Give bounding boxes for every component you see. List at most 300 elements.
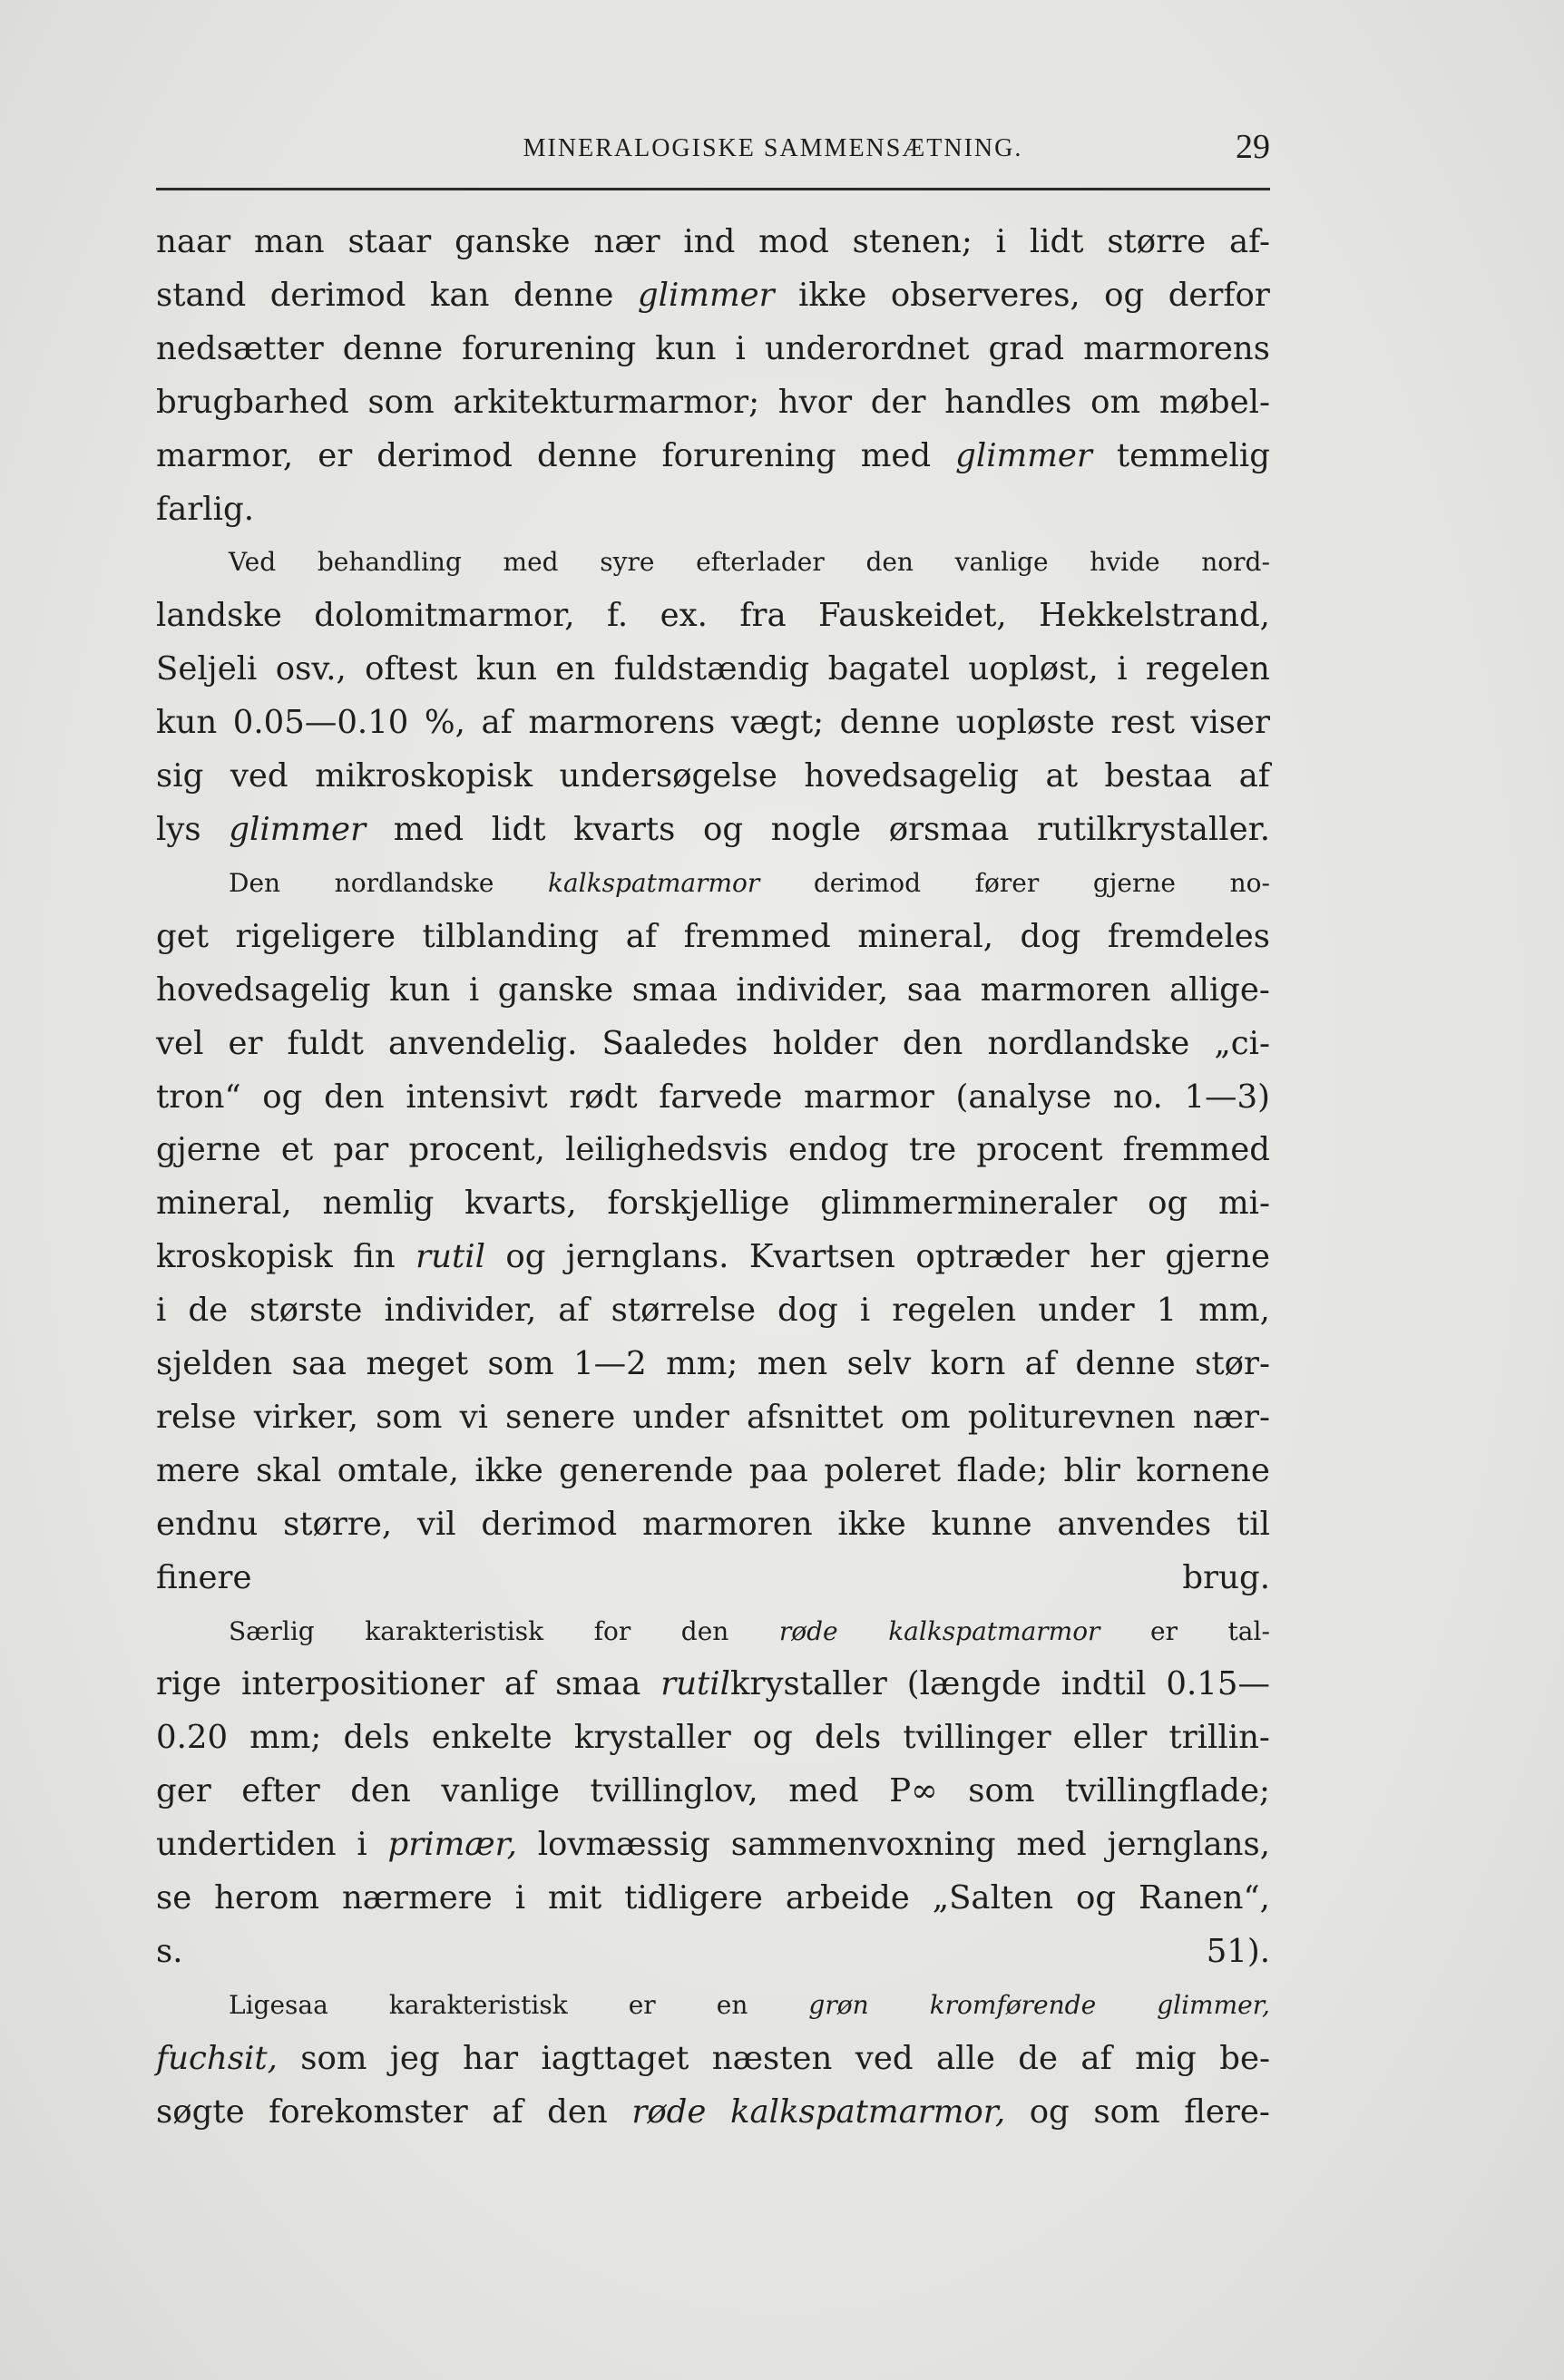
word: nær xyxy=(593,223,660,260)
word: virker, xyxy=(253,1398,358,1436)
word: vanlige xyxy=(954,547,1049,578)
word: behandling xyxy=(317,547,462,578)
word: af xyxy=(1080,2039,1112,2077)
word: herom xyxy=(214,1879,320,1917)
word: dels xyxy=(343,1719,410,1757)
word: syre xyxy=(600,547,655,578)
word: arbeide xyxy=(785,1879,910,1917)
word: viser xyxy=(1190,704,1270,742)
word: krystaller xyxy=(573,1719,731,1757)
word: de xyxy=(1018,2039,1058,2077)
word: kun xyxy=(475,650,538,688)
text-line xyxy=(156,911,1270,964)
word: forurening xyxy=(661,436,836,474)
word: i xyxy=(859,1292,871,1330)
word: sjelden xyxy=(156,1345,273,1383)
word: kun xyxy=(389,971,451,1009)
text-line xyxy=(156,643,1270,697)
word: ex. xyxy=(660,597,708,635)
word: rige xyxy=(156,1665,222,1703)
word: til xyxy=(1237,1505,1270,1543)
text-line xyxy=(156,1552,1270,1605)
word: fremdeles xyxy=(1107,917,1270,955)
word: ikke xyxy=(474,1451,543,1489)
word: den xyxy=(865,547,914,578)
word: holder xyxy=(772,1024,878,1062)
word: handles xyxy=(944,383,1072,421)
word: af- xyxy=(1228,223,1270,260)
word: fuldt xyxy=(287,1024,364,1062)
word: bagatel xyxy=(827,650,951,688)
word: fuldstændig xyxy=(613,650,810,688)
word: mere xyxy=(156,1451,240,1489)
word: nemlig xyxy=(322,1185,435,1223)
word: bestaa xyxy=(1104,757,1213,795)
word: forekomster xyxy=(269,2092,468,2131)
word: get xyxy=(156,917,209,955)
word: af xyxy=(492,2092,523,2131)
word: næsten xyxy=(711,2039,833,2077)
word: mineral, xyxy=(156,1185,292,1223)
word: glimmer xyxy=(637,276,775,314)
text-line xyxy=(156,1445,1270,1498)
word: nord- xyxy=(1201,547,1270,578)
word: Ved xyxy=(229,547,277,578)
word: meget xyxy=(366,1345,469,1383)
word: hvide xyxy=(1090,547,1160,578)
word: dog xyxy=(1020,917,1081,955)
text-line xyxy=(156,536,1270,590)
word: P∞ xyxy=(889,1772,938,1810)
word: jernglans, xyxy=(1107,1826,1270,1864)
word: gjerne xyxy=(1092,867,1176,898)
word: mi- xyxy=(1217,1185,1270,1223)
word: hovedsagelig xyxy=(804,757,1019,795)
word: politurevnen xyxy=(967,1398,1176,1436)
word: karakteristisk xyxy=(365,1615,544,1646)
word: om xyxy=(1090,383,1141,421)
word: glimmer xyxy=(955,436,1092,474)
word: lidt xyxy=(1029,223,1084,260)
word: rutil xyxy=(415,1238,485,1276)
text-line xyxy=(156,590,1270,643)
word: mikroskopisk xyxy=(315,757,533,795)
word: og xyxy=(505,1238,546,1276)
word: smaa xyxy=(555,1665,641,1703)
word: Ranen“, xyxy=(1139,1879,1270,1917)
word: osv., xyxy=(275,650,347,688)
word: kvarts, xyxy=(464,1185,577,1223)
word: Den xyxy=(229,867,281,898)
word: Ligesaa xyxy=(229,1989,328,2020)
text-line xyxy=(156,2086,1270,2140)
word: hvor xyxy=(777,383,853,421)
word: efter xyxy=(241,1772,320,1810)
word: landske xyxy=(156,597,282,635)
word: større xyxy=(1107,223,1207,260)
word: i xyxy=(995,223,1007,260)
word: vanlige xyxy=(441,1772,560,1810)
word: 1 xyxy=(1156,1292,1178,1330)
word: med xyxy=(503,547,559,578)
word: som xyxy=(376,1398,443,1436)
header-rule xyxy=(156,188,1270,190)
word: og xyxy=(702,810,744,848)
word: vil xyxy=(416,1505,456,1543)
text-line xyxy=(156,2033,1270,2086)
word: er xyxy=(318,436,353,474)
word: den xyxy=(324,1078,385,1116)
word: procent, xyxy=(408,1131,545,1169)
word: glimmer xyxy=(229,810,367,848)
word: at xyxy=(1045,757,1078,795)
word: har xyxy=(463,2039,519,2077)
word: denne xyxy=(537,436,638,474)
word: dels xyxy=(814,1719,882,1757)
word: marmorens xyxy=(528,704,716,742)
word: be- xyxy=(1219,2039,1270,2077)
word: er xyxy=(228,1024,263,1062)
word: korn xyxy=(930,1345,1006,1383)
text-line xyxy=(156,1712,1270,1765)
word: naar xyxy=(156,223,231,260)
word: og xyxy=(1104,276,1145,314)
word: ganske xyxy=(455,223,571,260)
text-line xyxy=(156,323,1270,376)
word: i xyxy=(514,1879,526,1917)
word: som xyxy=(300,2039,367,2077)
text-line xyxy=(156,857,1270,911)
word: af xyxy=(1238,757,1270,795)
word: ikke xyxy=(837,1505,906,1543)
word: i xyxy=(1117,650,1128,688)
text-line xyxy=(156,1658,1270,1712)
word: sammenvoxning xyxy=(730,1826,996,1864)
word: af xyxy=(481,704,513,742)
word: paa xyxy=(748,1451,808,1489)
word: rutilkrystaller. xyxy=(1036,810,1271,848)
word: finere xyxy=(156,1558,252,1596)
word: flade; xyxy=(956,1451,1048,1489)
word: enkelte xyxy=(431,1719,552,1757)
text-line xyxy=(156,1498,1270,1552)
word: denne xyxy=(342,329,444,367)
word: stand xyxy=(156,276,247,314)
word: leilighedsvis xyxy=(565,1131,768,1169)
word: kan xyxy=(429,276,490,314)
word: ind xyxy=(683,223,736,260)
word: et xyxy=(280,1131,314,1169)
word: som xyxy=(487,1345,554,1383)
word: vel xyxy=(156,1024,204,1062)
word: iagttaget xyxy=(541,2039,689,2077)
word: fører xyxy=(974,867,1040,898)
word: forskjellige xyxy=(607,1185,790,1223)
word: den xyxy=(350,1772,411,1810)
word: nordlandske xyxy=(334,867,494,898)
word: i xyxy=(357,1826,367,1864)
word: nogle xyxy=(770,810,862,848)
word: farlig. xyxy=(156,490,254,528)
word: af xyxy=(558,1292,590,1330)
word: endnu xyxy=(156,1505,259,1543)
text-line xyxy=(156,216,1270,269)
word: marmor xyxy=(804,1078,934,1116)
word: med xyxy=(1016,1826,1087,1864)
word: nordlandske xyxy=(987,1024,1190,1062)
running-title: MINERALOGISKE SAMMENSÆTNING. xyxy=(523,134,1023,162)
text-line xyxy=(156,1765,1270,1819)
word: f. xyxy=(607,597,629,635)
word: derimod xyxy=(813,867,922,898)
word: glimmer, xyxy=(1157,1989,1270,2020)
word: er xyxy=(628,1989,656,2020)
word: s. xyxy=(156,1933,183,1970)
word: 51). xyxy=(1206,1933,1270,1970)
word: rest xyxy=(1110,704,1175,742)
word: no. xyxy=(1112,1078,1163,1116)
word: stør- xyxy=(1195,1345,1270,1383)
word: no- xyxy=(1229,867,1270,898)
word: saa xyxy=(906,971,963,1009)
word: primær, xyxy=(387,1826,517,1864)
word: kalkspatmarmor xyxy=(888,1615,1100,1646)
word: stenen; xyxy=(852,223,973,260)
word: af xyxy=(1024,1345,1056,1383)
word: endog xyxy=(787,1131,889,1169)
word: lidt xyxy=(491,810,546,848)
word: som xyxy=(968,1772,1035,1810)
word: (analyse xyxy=(955,1078,1092,1116)
text-line xyxy=(156,1819,1270,1872)
word: største xyxy=(249,1292,363,1330)
word: marmor, xyxy=(156,436,294,474)
word: gjerne xyxy=(156,1131,261,1169)
word: af xyxy=(625,917,658,955)
word: Fauskeidet, xyxy=(818,597,1007,635)
word: Kvartsen xyxy=(748,1238,895,1276)
word: marmoren xyxy=(980,971,1151,1009)
word: ger xyxy=(156,1772,211,1810)
text-line xyxy=(156,697,1270,750)
word: kun xyxy=(156,704,218,742)
word: Seljeli xyxy=(156,650,258,688)
word: farvede xyxy=(659,1078,783,1116)
word: i xyxy=(156,1292,167,1330)
word: ganske xyxy=(497,971,614,1009)
word: interpositioner xyxy=(240,1665,484,1703)
word: omtale, xyxy=(337,1451,459,1489)
word: fin xyxy=(353,1238,396,1276)
word: rigeligere xyxy=(235,917,396,955)
word: procent xyxy=(976,1131,1103,1169)
word: poleret xyxy=(824,1451,942,1489)
body-text xyxy=(156,216,1270,2140)
word: og xyxy=(262,1078,303,1116)
word: hovedsagelig xyxy=(156,971,371,1009)
word: 1—3) xyxy=(1184,1078,1270,1116)
word: tal- xyxy=(1227,1615,1270,1646)
text-line xyxy=(156,804,1270,857)
word: derimod xyxy=(481,1505,618,1543)
word: røde xyxy=(778,1615,838,1646)
word: rødt xyxy=(569,1078,638,1116)
word: individer, xyxy=(736,971,889,1009)
word: saa xyxy=(291,1345,347,1383)
word: under xyxy=(1038,1292,1135,1330)
word: er xyxy=(1150,1615,1178,1646)
word: tvillinger xyxy=(903,1719,1051,1757)
word: størrelse xyxy=(611,1292,756,1330)
word: afsnittet xyxy=(746,1398,884,1436)
word: mm, xyxy=(1198,1292,1270,1330)
word: og xyxy=(1076,1879,1117,1917)
word: skal xyxy=(256,1451,322,1489)
word: alle xyxy=(935,2039,995,2077)
word: tilblanding xyxy=(422,917,600,955)
word: nær- xyxy=(1192,1398,1270,1436)
word: kun xyxy=(655,329,717,367)
word: tvillinglov, xyxy=(590,1772,758,1810)
word: marmoren xyxy=(641,1505,813,1543)
word: gjerne xyxy=(1165,1238,1270,1276)
word: senere xyxy=(505,1398,616,1436)
word: denne xyxy=(839,704,941,742)
word: nedsætter xyxy=(156,329,324,367)
word: kroskopisk xyxy=(156,1238,333,1276)
text-line xyxy=(156,1338,1270,1391)
word: mit xyxy=(547,1879,602,1917)
text-line xyxy=(156,1177,1270,1231)
word: regelen xyxy=(892,1292,1017,1330)
word: Saaledes xyxy=(601,1024,748,1062)
word: søgte xyxy=(156,2092,245,2131)
word: „ci- xyxy=(1214,1024,1270,1062)
word: uopløste xyxy=(955,704,1095,742)
word: dolomitmarmor, xyxy=(314,597,575,635)
word: under xyxy=(632,1398,729,1436)
word: man xyxy=(253,223,325,260)
word: denne xyxy=(513,276,614,314)
word: jeg xyxy=(389,2039,440,2077)
word: større, xyxy=(283,1505,393,1543)
word: fra xyxy=(739,597,787,635)
word: for xyxy=(593,1615,631,1646)
word: %, xyxy=(424,704,465,742)
word: arkitekturmarmor; xyxy=(453,383,760,421)
word: underordnet xyxy=(764,329,970,367)
word: fuchsit, xyxy=(156,2039,278,2077)
text-line xyxy=(156,1071,1270,1125)
word: brugbarhed xyxy=(156,383,349,421)
word: kalkspatmarmor xyxy=(548,867,760,898)
text-line xyxy=(156,1926,1270,1979)
word: se xyxy=(156,1879,192,1917)
word: af xyxy=(503,1665,536,1703)
word: med xyxy=(860,436,932,474)
word: og xyxy=(1148,1185,1188,1223)
word: (længde xyxy=(906,1665,1041,1703)
word: grøn xyxy=(808,1989,869,2020)
word: 0.05—0.10 xyxy=(232,704,409,742)
word: 0.20 xyxy=(156,1719,229,1757)
word: brug. xyxy=(1182,1558,1270,1596)
word: dog xyxy=(777,1292,838,1330)
word: med xyxy=(393,810,464,848)
text-line xyxy=(156,1979,1270,2033)
text-line xyxy=(156,1284,1270,1338)
word: med xyxy=(788,1772,859,1810)
word: marmorens xyxy=(1083,329,1270,367)
text-line xyxy=(156,376,1270,430)
word: vægt; xyxy=(730,704,825,742)
word: mm; xyxy=(666,1345,738,1383)
word: den xyxy=(547,2092,608,2131)
word: sig xyxy=(156,757,204,795)
word: mod xyxy=(758,223,829,260)
text-line xyxy=(156,964,1270,1018)
running-header xyxy=(156,128,1270,180)
word: derfor xyxy=(1168,276,1270,314)
word: efterlader xyxy=(696,547,825,578)
word: karakteristisk xyxy=(388,1989,568,2020)
page-number: 29 xyxy=(1236,128,1270,166)
word: staar xyxy=(347,223,432,260)
text-line xyxy=(156,1605,1270,1659)
word: Hekkelstrand, xyxy=(1039,597,1270,635)
word: fremmed xyxy=(683,917,831,955)
word: den xyxy=(902,1024,963,1062)
word: optræder xyxy=(915,1238,1070,1276)
word: men xyxy=(757,1345,828,1383)
word: der xyxy=(870,383,926,421)
word: smaa xyxy=(631,971,718,1009)
word: fremmed xyxy=(1122,1131,1270,1169)
text-line xyxy=(156,1018,1270,1071)
word: indtil xyxy=(1061,1665,1147,1703)
text-line xyxy=(156,1872,1270,1926)
word: lys xyxy=(156,810,201,848)
word: som xyxy=(367,383,435,421)
word: mig xyxy=(1135,2039,1197,2077)
word: glimmermineraler xyxy=(820,1185,1118,1223)
word: observeres, xyxy=(890,276,1080,314)
word: kromførende xyxy=(929,1989,1097,2020)
word: uopløst, xyxy=(968,650,1099,688)
word: forurening xyxy=(462,329,637,367)
word: ved xyxy=(855,2039,914,2077)
word: blir xyxy=(1063,1451,1120,1489)
text-line xyxy=(156,483,1270,537)
word: eller xyxy=(1072,1719,1148,1757)
text-line xyxy=(156,1231,1270,1284)
word: i xyxy=(468,971,480,1009)
word: individer, xyxy=(384,1292,537,1330)
word: Særlig xyxy=(229,1615,315,1646)
word: tron“ xyxy=(156,1078,241,1116)
word: kalkspatmarmor, xyxy=(730,2092,1006,2131)
word: rutilkrystaller xyxy=(660,1665,887,1703)
word: anvendes xyxy=(1057,1505,1212,1543)
text-line xyxy=(156,1124,1270,1177)
text-line xyxy=(156,430,1270,483)
word: mm; xyxy=(249,1719,322,1757)
word: ikke xyxy=(798,276,867,314)
word: vi xyxy=(459,1398,488,1436)
text-line xyxy=(156,750,1270,804)
word: nærmere xyxy=(341,1879,493,1917)
word: undersøgelse xyxy=(559,757,777,795)
